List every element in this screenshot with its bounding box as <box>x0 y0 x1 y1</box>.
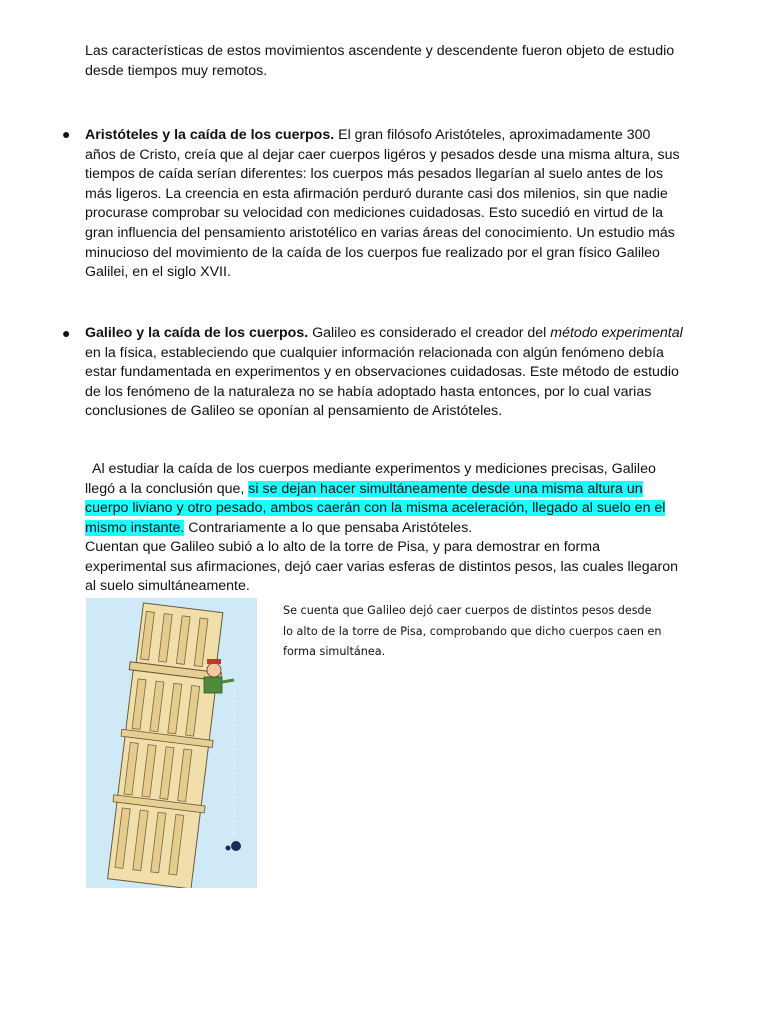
bullet-galileo-heading: Galileo y la caída de los cuerpos. <box>85 325 309 341</box>
conclusion-paragraph <box>85 460 685 538</box>
bullet-aristoteles <box>85 126 685 283</box>
figure-caption <box>283 601 663 663</box>
intro-paragraph <box>85 42 685 81</box>
conclusion-text-before: Al estudiar la caída de los cuerpos mediante experimentos y mediciones precisas, Galileo llegó a la conclusión que, <box>85 461 656 497</box>
intro-text: Las características de estos movimientos ascendente y descendente fueron objeto de estudio desde tiempos muy remotos. <box>85 43 675 79</box>
bullet-galileo-italic: método experimental <box>550 325 683 341</box>
pisa-text: Cuentan que Galileo subió a lo alto de la torre de Pisa, y para demostrar en forma experimental sus afirmaciones, dejó caer varias esferas de distintos pesos, las cuales llegaron al suelo simultáneamente. <box>85 539 679 595</box>
figure-caption-text: Se cuenta que Galileo dejó caer cuerpos de distintos pesos desde lo alto de la torre de Pisa, comprobando que dicho cuerpos caen en forma simultánea. <box>283 604 662 658</box>
bullet-galileo-text-before: Galileo es considerado el creador del <box>308 325 551 341</box>
bullet-galileo-text-after: en la física, estableciendo que cualquier información relacionada con algún fenómeno debía estar fundamentada en experimentos y en observaciones cuidadosas. Este método de estudio de los fenómeno de la naturaleza no se había adoptado hasta entonces, por lo cual varias conclusiones de Galileo se oponían al pensamiento de Aristóteles. <box>85 344 679 420</box>
pisa-tower-drawing <box>86 598 257 888</box>
conclusion-text-after: Contrariamente a lo que pensaba Aristóteles. <box>184 519 473 536</box>
bullet-dot-2: ● <box>62 325 71 341</box>
pisa-paragraph <box>85 538 685 597</box>
bullet-galileo <box>85 324 685 422</box>
highlighted-conclusion: si se dejan hacer simultáneamente desde una misma altura un cuerpo liviano y otro pesado, ambos caerán con la misma aceleración, llegado al suelo en el mismo instante. <box>85 480 666 536</box>
bullet-aristoteles-heading: Aristóteles y la caída de los cuerpos. <box>85 127 335 143</box>
bullet-aristoteles-text: El gran filósofo Aristóteles, aproximadamente 300 años de Cristo, creía que al dejar caer cuerpos ligéros y pesados desde una misma altura, sus tiempos de caída serían diferentes: los cuerpos más pesados llegarían al suelo antes de los más ligeros. La creencia en esta afirmación perduró durante casi dos milenios, sin que nadie procurase comprobar su velocidad con mediciones cuidadosas. Esto sucedió en virtud de la gran influencia del pensamiento aristotélico en varias áreas del conocimiento. Un estudio más minucioso del movimiento de la caída de los cuerpos fue realizado por el gran físico Galileo Galilei, en el siglo XVII. <box>85 127 680 281</box>
bullet-dot-1: ● <box>62 126 71 142</box>
pisa-tower-illustration <box>86 598 257 888</box>
